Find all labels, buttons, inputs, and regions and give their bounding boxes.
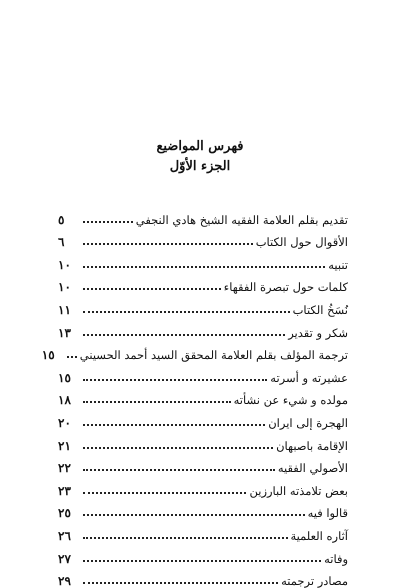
- dot-leader: [83, 266, 325, 268]
- dot-leader: [83, 311, 290, 313]
- toc-entry: [58, 543, 348, 566]
- dot-leader: [83, 288, 221, 290]
- toc-entry: [58, 294, 348, 317]
- part-title: الجزء الأوّل: [0, 159, 400, 175]
- toc-entry-page: ١٠: [58, 258, 80, 272]
- toc-entry-page: ٢٣: [58, 484, 80, 498]
- toc-entry-title: آثاره العلمية: [291, 529, 348, 543]
- toc-entry-title: عشيرته و أسرته: [270, 371, 348, 385]
- toc-entry-page: ٢٥: [58, 506, 80, 520]
- toc-entry-title: شكر و تقدير: [288, 326, 348, 340]
- dot-leader: [67, 356, 77, 358]
- toc-entry-page: ٢٦: [58, 529, 80, 543]
- dot-leader: [83, 447, 273, 449]
- toc-entry-title: ترجمة المؤلف بقلم العلامة المحقق السيد أحمد الحسيني: [80, 348, 348, 362]
- toc-entry: [58, 475, 348, 498]
- toc-entry-title: تقديم بقلم العلامة الفقيه الشيخ هادي النجفي: [136, 213, 348, 227]
- toc-entry-page: ١٠: [58, 280, 80, 294]
- page-title: فهرس المواضيع: [0, 139, 400, 155]
- toc-entry-page: ٢٢: [58, 461, 80, 475]
- toc-entry-title: الإقامة باصبهان: [276, 439, 348, 453]
- toc-entry-page: ٢١: [58, 439, 80, 453]
- toc-entry-page: ١٥: [42, 348, 64, 362]
- toc-entry: [58, 430, 348, 453]
- dot-leader: [83, 424, 265, 426]
- toc-entry-page: ٢٠: [58, 416, 80, 430]
- toc-entry: [58, 362, 348, 385]
- toc-entry: [58, 227, 348, 250]
- dot-leader: [83, 334, 285, 336]
- dot-leader: [83, 221, 133, 223]
- toc-entry-page: ٥: [58, 213, 80, 227]
- toc-entry: [58, 204, 348, 227]
- toc-entry: [58, 340, 348, 363]
- dot-leader: [83, 514, 305, 516]
- toc-entry-page: ١١: [58, 303, 80, 317]
- toc-entry-page: ١٣: [58, 326, 80, 340]
- toc-entry-title: وفاته: [324, 552, 348, 566]
- dot-leader: [83, 401, 231, 403]
- toc-entry-title: قالوا فيه: [308, 506, 348, 520]
- toc-entry: [58, 407, 348, 430]
- table-of-contents: [58, 204, 348, 588]
- toc-entry-title: مولده و شيء عن نشأته: [234, 393, 348, 407]
- toc-entry: [58, 249, 348, 272]
- toc-entry-page: ٢٧: [58, 552, 80, 566]
- toc-entry-page: ١٨: [58, 393, 80, 407]
- toc-entry-page: ٢٩: [58, 574, 80, 588]
- toc-entry: [58, 317, 348, 340]
- toc-entry-title: تنبيه: [328, 258, 348, 272]
- dot-leader: [83, 537, 288, 539]
- toc-entry-title: الأقوال حول الكتاب: [256, 235, 348, 249]
- toc-entry-page: ٦: [58, 235, 80, 249]
- toc-entry: [58, 385, 348, 408]
- toc-entry-page: ١٥: [58, 371, 80, 385]
- toc-entry-title: بعض تلامذته البارزين: [249, 484, 348, 498]
- toc-entry-title: كلمات حول تبصرة الفقهاء: [224, 280, 348, 294]
- toc-entry: [58, 498, 348, 521]
- dot-leader: [83, 560, 321, 562]
- dot-leader: [83, 492, 246, 494]
- toc-entry: [58, 520, 348, 543]
- toc-entry: [58, 272, 348, 295]
- toc-entry-title: الأصولي الفقيه: [278, 461, 348, 475]
- dot-leader: [83, 379, 267, 381]
- toc-entry: [58, 566, 348, 588]
- dot-leader: [83, 469, 275, 471]
- dot-leader: [83, 243, 253, 245]
- toc-entry-title: مصادر ترجمته: [281, 574, 348, 588]
- toc-entry: [58, 453, 348, 476]
- toc-entry-title: الهجرة إلى ايران: [268, 416, 348, 430]
- toc-entry-title: نُسَخُ الكتاب: [293, 303, 348, 317]
